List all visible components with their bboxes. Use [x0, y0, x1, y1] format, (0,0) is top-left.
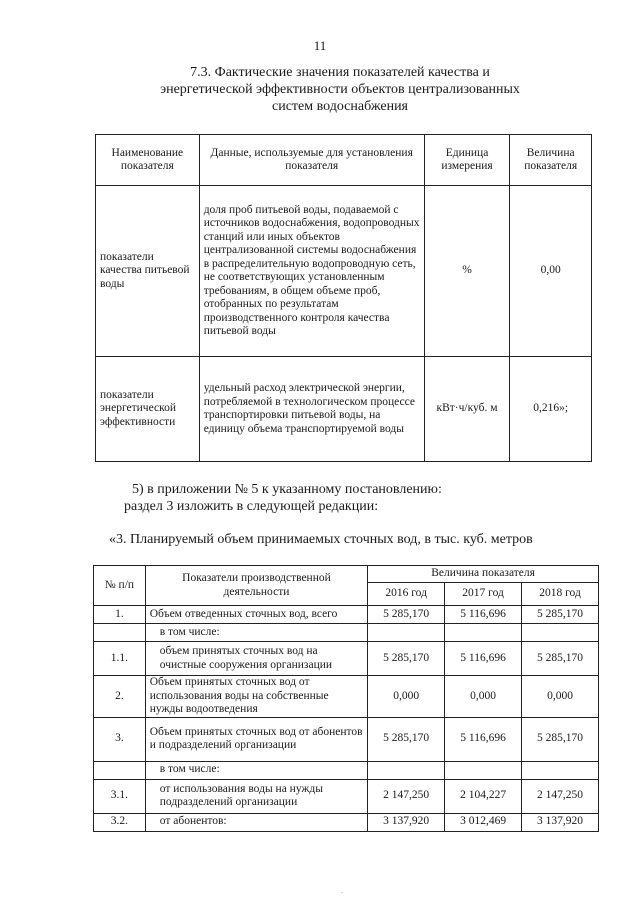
table-row [94, 761, 599, 779]
section-3-title: «3. Планируемый объем принимаемых сточных вод, в тыс. куб. метров [109, 532, 533, 547]
cell-number: 3. [94, 717, 146, 761]
table-row [94, 676, 599, 718]
header-value: Величина показателя [510, 135, 592, 186]
instruction-line: 5) в приложении № 5 к указанному постановлению: [132, 482, 442, 497]
cell-number [94, 624, 146, 642]
cell-number: 2. [94, 676, 146, 718]
cell-2017 [445, 624, 522, 642]
cell-indicator: Объем принятых сточных вод от использования воды на собственные нужды водоотведения [145, 676, 367, 718]
header-unit: Единица измерения [424, 135, 510, 186]
table-header-row [96, 135, 592, 186]
cell-number: 1. [94, 606, 146, 624]
cell-indicator: Объем отведенных сточных вод, всего [145, 606, 367, 624]
cell-2016: 3 137,920 [368, 813, 445, 831]
cell-2017: 2 104,227 [445, 779, 522, 813]
table-header-row [94, 566, 599, 583]
page-mark: . [341, 886, 343, 895]
cell-unit: % [424, 186, 510, 357]
cell-data: доля проб питьевой воды, подаваемой с источников водоснабжения, водопроводных станций или иных объектов централизованной системы водоснабжения в распределительную водопроводную сеть, не соответствующих установленным требованиям, в общем объеме проб, отобранных по результатам производственного контроля качества питьевой воды [199, 186, 424, 357]
cell-2018: 3 137,920 [522, 813, 599, 831]
cell-2018: 5 285,170 [522, 717, 599, 761]
table-row [96, 186, 592, 357]
table-row [96, 357, 592, 462]
quality-efficiency-table [95, 134, 592, 462]
cell-2016 [368, 624, 445, 642]
cell-data: удельный расход электрической энергии, потребляемой в технологическом процессе транспортировки питьевой воды, на единицу объема транспортируемой воды [199, 357, 424, 462]
wastewater-volume-table [93, 565, 599, 832]
cell-indicator: Объем принятых сточных вод от абонентов и подразделений организации [145, 717, 367, 761]
header-value-group: Величина показателя [368, 566, 599, 583]
cell-indicator: объем принятых сточных вод на очистные сооружения организации [145, 642, 367, 676]
header-year: 2017 год [445, 583, 522, 606]
cell-2017 [445, 761, 522, 779]
cell-2016: 5 285,170 [368, 717, 445, 761]
table-row [94, 779, 599, 813]
cell-2016: 2 147,250 [368, 779, 445, 813]
cell-2017: 5 116,696 [445, 717, 522, 761]
cell-2018: 5 285,170 [522, 606, 599, 624]
cell-number: 3.2. [94, 813, 146, 831]
cell-2017: 3 012,469 [445, 813, 522, 831]
cell-indicator: в том числе: [145, 761, 367, 779]
section-title-line: 7.3. Фактические значения показателей качества и [190, 65, 490, 80]
cell-number: 1.1. [94, 642, 146, 676]
cell-2016 [368, 761, 445, 779]
cell-unit: кВт·ч/куб. м [424, 357, 510, 462]
cell-indicator: от использования воды на нужды подразделений организации [145, 779, 367, 813]
header-indicator-name: Наименование показателя [96, 135, 200, 186]
cell-number [94, 761, 146, 779]
cell-name: показатели энергетической эффективности [96, 357, 200, 462]
section-title [140, 64, 540, 115]
table-row [94, 813, 599, 831]
cell-2018: 5 285,170 [522, 642, 599, 676]
cell-value: 0,00 [510, 186, 592, 357]
table-row [94, 606, 599, 624]
section-title-line: энергетической эффективности объектов централизованных [160, 82, 520, 97]
section-title-line: систем водоснабжения [271, 99, 408, 114]
page-number: 11 [313, 38, 327, 53]
instruction-line: раздел 3 изложить в следующей редакции: [124, 499, 379, 514]
cell-name: показатели качества питьевой воды [96, 186, 200, 357]
header-indicator: Показатели производственной деятельности [145, 566, 367, 606]
cell-2018 [522, 761, 599, 779]
cell-2016: 5 285,170 [368, 642, 445, 676]
cell-2017: 0,000 [445, 676, 522, 718]
header-number: № п/п [94, 566, 146, 606]
cell-number: 3.1. [94, 779, 146, 813]
table-row [94, 642, 599, 676]
cell-2017: 5 116,696 [445, 642, 522, 676]
cell-2018: 2 147,250 [522, 779, 599, 813]
table-row [94, 624, 599, 642]
header-year: 2016 год [368, 583, 445, 606]
table-body [94, 606, 599, 832]
cell-2016: 0,000 [368, 676, 445, 718]
cell-2018: 0,000 [522, 676, 599, 718]
cell-indicator: от абонентов: [145, 813, 367, 831]
header-indicator-data: Данные, используемые для установления показателя [199, 135, 424, 186]
cell-indicator: в том числе: [145, 624, 367, 642]
cell-2018 [522, 624, 599, 642]
header-year: 2018 год [522, 583, 599, 606]
cell-value: 0,216»; [510, 357, 592, 462]
cell-2016: 5 285,170 [368, 606, 445, 624]
table-row [94, 717, 599, 761]
cell-2017: 5 116,696 [445, 606, 522, 624]
